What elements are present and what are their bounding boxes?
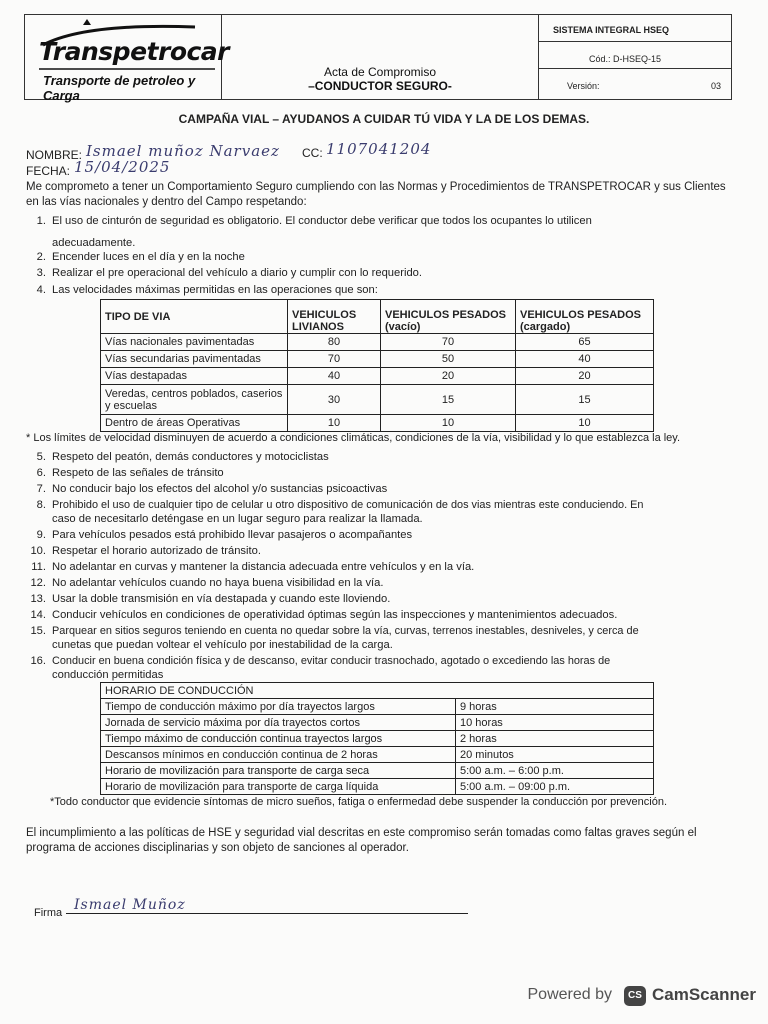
- logo-cell: [25, 15, 230, 103]
- fatigue-note: *Todo conductor que evidencie síntomas de micro sueños, fatiga o enfermedad debe suspender la conducción por prevención.: [50, 796, 667, 808]
- watermark-brand: CamScanner: [652, 985, 756, 1004]
- version-value: 03: [710, 81, 721, 91]
- table-header-row: [101, 683, 654, 699]
- intro-paragraph: Me comprometo a tener un Comportamiento Seguro cumpliendo con las Normas y Procedimientos de TRANSPETROCAR y sus Clientes en las vías nacionales y dentro del Campo respetando:: [26, 181, 726, 208]
- title-cell: [222, 15, 539, 99]
- version-label: Versión:: [567, 81, 600, 91]
- table-row: Vías destapadas 40 20 20: [101, 368, 654, 385]
- closing-paragraph: El incumplimiento a las políticas de HSE y seguridad vial descritas en este compromiso serán tomadas como faltas graves según el programa de acciones disciplinarias y son objeto de sanciones al operador.: [26, 827, 697, 854]
- table-row: Vías nacionales pavimentadas 80 70 65: [101, 334, 654, 351]
- signature-line: [66, 913, 468, 914]
- camscanner-logo-icon: CS: [624, 986, 646, 1006]
- document-code: Cód.: D-HSEQ-15: [589, 54, 662, 64]
- table-row: Jornada de servicio máxima por día trayectos cortos 10 horas: [101, 715, 654, 731]
- table-row: Horario de movilización para transporte de carga líquida 5:00 a.m. – 09:00 p.m.: [101, 779, 654, 795]
- document-header: [24, 14, 732, 103]
- table-row: Dentro de áreas Operativas 10 10 10: [101, 415, 654, 432]
- version-row: [539, 69, 731, 99]
- logo-wordmark: Transpetrocar: [39, 37, 230, 66]
- date-label: FECHA:: [26, 164, 71, 178]
- table-row: Veredas, centros poblados, caserios y escuelas 30 15 15: [101, 385, 654, 415]
- document-subtitle: –CONDUCTOR SEGURO-: [308, 79, 452, 93]
- table-row: Horario de movilización para transporte de carga seca 5:00 a.m. – 6:00 p.m.: [101, 763, 654, 779]
- cc-value: 1107041204: [326, 140, 432, 158]
- table-header: VEHICULOS PESADOS (cargado): [516, 300, 654, 334]
- system-row: [539, 15, 731, 42]
- document-title: Acta de Compromiso: [323, 65, 437, 79]
- watermark-powered-by: Powered by: [527, 986, 612, 1003]
- scanned-page: Transpetrocar Transporte de petroleo y Carga Acta de Compromiso –CONDUCTOR SEGURO- SISTEMA INTEGRAL HSEQ Cód.: D-HSEQ-15 Versión: 03 CAMPAÑA VIAL – AYUDANOS A CUIDAR TÚ VIDA Y LA DE LOS DEMAS. NOMBRE: Ismael muñoz Narvaez CC: 1107041204 FECHA: 15/04/2025 Me comprometo a tener un Comportamiento Seguro cumpliendo con las Normas y Procedimientos de TRANSPETROCAR y sus Clientes en las vías nacionales y dentro del Campo respetando: 1. El uso de cinturón de seguridad es obligatorio. El conductor debe verificar que todos los ocupantes lo utilicen adecuadamente. 2. Encender luces en el día y en la noche 3. Realizar el pre operacional del vehículo a diario y cumplir con lo requerido. 4. Las velocidades máximas permitidas en las operaciones que son: TIPO DE VIA VEHICULOS LIVIANOS VEHICULOS PESADOS (vacío) VEHICULOS PESADOS (cargado) Vías nacionales pavimentadas 80 70 65 Vías secundarias pavimentadas 70 50 40 Vías destapadas 40 20 20 Veredas, centros poblados, caserios y escuelas 30 15 15 Dentro de áreas Operativas 10 10 10 * Los límites de velocidad disminuyen de acuerdo a condiciones climáticas, condiciones de la vía, visibilidad y lo que establezca la ley. 5. Respeto del peatón, demás conductores y motociclistas 6. Respeto de las señales de tránsito 7. No conducir bajo los efectos del alcohol y/o sustancias psicoactivas 8. Prohibido el uso de cualquier tipo de celular u otro dispositivo de comunicación de dos vias mientras este conduciendo. En caso de necesitarlo deténgase en un lugar seguro para realizar la llamada. 9. Para vehículos pesados está prohibido llevar pasajeros o acompañantes 10. Respetar el horario autorizado de tránsito. 11. No adelantar en curvas y mantener la distancia adecuada entre vehículos y en la vía. 12. No adelantar vehículos cuando no haya buena visibilidad en la vía. 13. Usar la doble transmisión en vía destapada y cuando este lloviendo. 14. Conducir vehículos en condiciones de operatividad óptimas según las inspecciones y mantenimientos adecuados. 15. Parquear en sitios seguros teniendo en cuenta no quedar sobre la vía, curvas, terrenos inestables, desniveles, y cerca de cunetas que puedan voltear el vehículo por inestabilidad de la carga. 16. Conducir en buena condición física y de descanso, evitar conducir trasnochado, agotado o excediendo las horas de conducción permitidas HORARIO DE CONDUCCIÓN Tiempo de conducción máximo por día trayectos largos 9 horas Jornada de servicio máxima por día trayectos cortos 10 horas Tiempo máximo de conducción continua trayectos largos 2 horas Descansos mínimos en conducción continua de 2 horas 20 minutos Horario de movilización para transporte de carga seca 5:00 a.m. – 6:00 p.m. Horario de movilización para transporte de carga líquida 5:00 a.m. – 09:00 p.m. *Todo conductor que evidencie síntomas de micro sueños, fatiga o enfermedad debe suspender la conducción por prevención. El incumplimiento a las políticas de HSE y seguridad vial descritas en este compromiso serán tomadas como faltas graves según el programa de acciones disciplinarias y son objeto de sanciones al operador. Firma Ismael Muñoz Powered by CS CamScanner: [0, 0, 768, 1024]
- system-name: SISTEMA INTEGRAL HSEQ: [553, 25, 670, 35]
- date-value: 15/04/2025: [74, 158, 171, 176]
- campaign-title: CAMPAÑA VIAL – AYUDANOS A CUIDAR TÚ VIDA Y LA DE LOS DEMAS.: [178, 112, 590, 126]
- table-header: VEHICULOS LIVIANOS: [288, 300, 381, 334]
- cc-label: CC:: [302, 146, 323, 160]
- table-title: HORARIO DE CONDUCCIÓN: [101, 683, 654, 699]
- code-row: [539, 42, 731, 69]
- signature-value: Ismael Muñoz: [74, 897, 186, 913]
- table-row: Tiempo de conducción máximo por día trayectos largos 9 horas: [101, 699, 654, 715]
- table-row: Vías secundarias pavimentadas 70 50 40: [101, 351, 654, 368]
- name-value: Ismael muñoz Narvaez: [86, 142, 280, 160]
- table-header: VEHICULOS PESADOS (vacío): [381, 300, 516, 334]
- table-row: Tiempo máximo de conducción continua trayectos largos 2 horas: [101, 731, 654, 747]
- signature-label: Firma: [34, 907, 63, 919]
- control-cell: [539, 15, 731, 99]
- speed-note: * Los límites de velocidad disminuyen de acuerdo a condiciones climáticas, condiciones de la vía, visibilidad y lo que establezca la ley.: [26, 432, 681, 444]
- logo-subtitle: Transporte de petroleo y Carga: [43, 73, 196, 103]
- name-label: NOMBRE:: [26, 148, 83, 162]
- driving-hours-table: [100, 682, 654, 795]
- table-row: Descansos mínimos en conducción continua de 2 horas 20 minutos: [101, 747, 654, 763]
- table-header: TIPO DE VIA: [101, 300, 288, 334]
- speed-limits-table: [100, 299, 654, 432]
